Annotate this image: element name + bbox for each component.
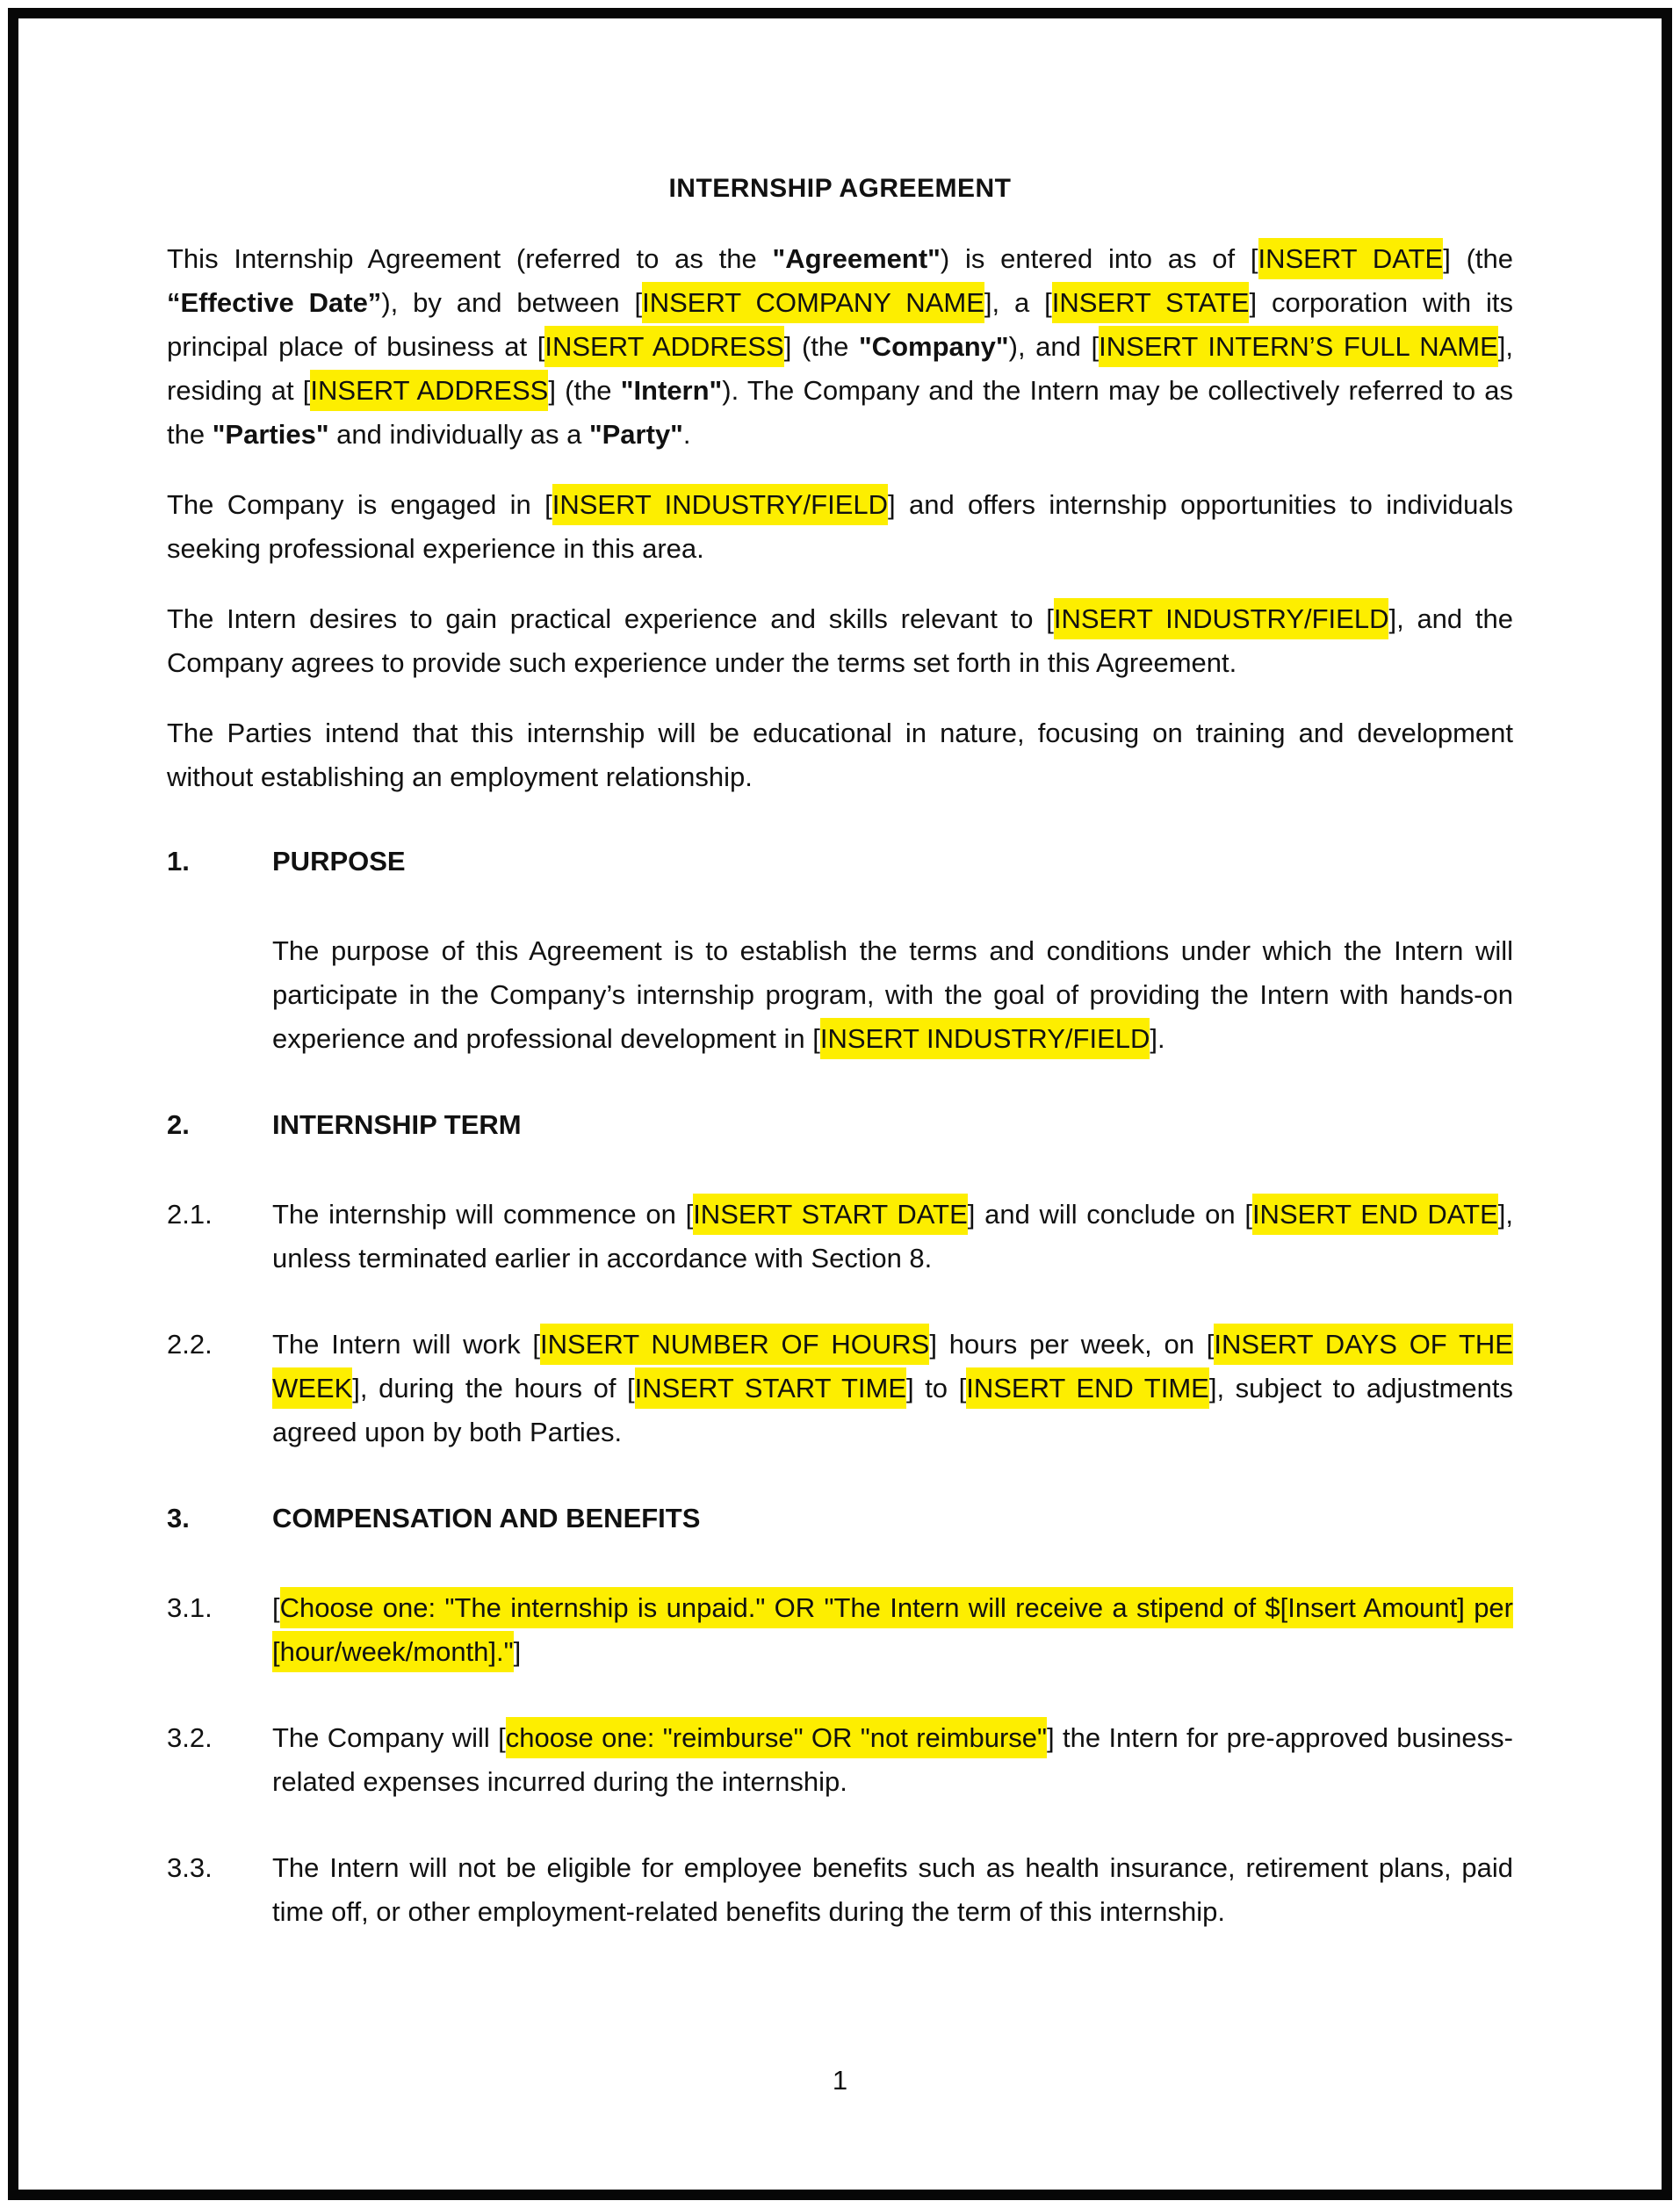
text-run: ], subject to adjustments agreed upon by both Parties. (272, 1373, 1514, 1447)
text-run: ], and the Company agrees to provide such experience under the terms set forth in this Agreement. (167, 603, 1513, 678)
text-run: “Effective Date” (167, 287, 382, 318)
item-paragraph (272, 929, 1513, 1061)
highlighted-placeholder: choose one: "reimburse" OR "not reimburse" (506, 1717, 1047, 1758)
text-run: . (682, 419, 691, 450)
text-run: "Intern" (620, 375, 723, 406)
highlighted-placeholder: INSERT INDUSTRY/FIELD (1054, 598, 1389, 639)
text-run: The purpose of this Agreement is to establish the terms and conditions under which the Intern will participate in the Company’s internship program, with the goal of providing the Intern with hands-on experience and professional development in [ (272, 935, 1513, 1054)
text-run: The Intern desires to gain practical experience and skills relevant to [ (167, 603, 1054, 634)
text-run: The Company will [ (272, 1722, 506, 1753)
section-heading-purpose (167, 840, 1513, 884)
text-run: "Party" (588, 419, 683, 450)
highlighted-placeholder: INSERT ADDRESS (310, 370, 548, 411)
text-run: ], during the hours of [ (352, 1373, 635, 1403)
text-run: The Intern will work [ (272, 1329, 541, 1360)
text-run: ]. (1150, 1023, 1165, 1054)
text-run: [ (272, 1592, 280, 1623)
text-run: ), and [ (1008, 331, 1100, 362)
section-item (167, 1323, 1513, 1454)
text-run: "Parties" (212, 419, 329, 450)
section-item (167, 1846, 1513, 1934)
text-run: ). The Company and the Intern may be collectively referred to as the (167, 375, 1513, 450)
intro-paragraph (167, 483, 1513, 571)
document-body (167, 167, 1513, 1976)
text-run: ], unless terminated earlier in accordance with Section 8. (272, 1199, 1513, 1274)
text-run: The Parties intend that this internship will be educational in nature, focusing on training and development without establishing an employment relationship. (167, 718, 1513, 792)
item-number: 3.3. (167, 1852, 213, 1883)
text-run: The internship will commence on [ (272, 1199, 694, 1230)
highlighted-placeholder: INSERT ADDRESS (544, 326, 783, 367)
section-item (167, 1193, 1513, 1281)
text-run: ], residing at [ (167, 331, 1513, 406)
highlighted-placeholder: INSERT DAYS OF THE WEEK (272, 1324, 1513, 1409)
text-run: ] hours per week, on [ (929, 1329, 1215, 1360)
section-number: 1. (167, 846, 190, 877)
highlighted-placeholder: INSERT END DATE (1252, 1194, 1498, 1235)
page-number: 1 (832, 2065, 848, 2096)
intro-paragraph (167, 711, 1513, 799)
text-run: ] the Intern for pre-approved business-related expenses incurred during the internship. (272, 1722, 1513, 1797)
section-item (167, 929, 1513, 1061)
highlighted-placeholder: INSERT END TIME (966, 1367, 1209, 1409)
section-heading-label: PURPOSE (272, 846, 406, 877)
text-run: ] corporation with its principal place of business at [ (167, 287, 1513, 362)
highlighted-placeholder: INSERT STATE (1052, 282, 1250, 323)
text-run: "Company" (858, 331, 1009, 362)
section-heading-label: INTERNSHIP TERM (272, 1109, 522, 1140)
item-paragraph (272, 1586, 1513, 1674)
section-item (167, 1716, 1513, 1804)
highlighted-placeholder: INSERT START TIME (635, 1367, 906, 1409)
text-run: The Intern will not be eligible for employee benefits such as health insurance, retirement plans, paid time off, or other employment-related benefits during the term of this internship. (272, 1852, 1513, 1927)
highlighted-placeholder: INSERT START DATE (693, 1194, 968, 1235)
section-item (167, 1586, 1513, 1674)
text-run: ] (513, 1636, 522, 1667)
highlighted-placeholder: INSERT INTERN’S FULL NAME (1099, 326, 1498, 367)
text-run: ), by and between [ (381, 287, 643, 318)
intro-paragraph (167, 237, 1513, 457)
item-number: 3.2. (167, 1722, 213, 1753)
text-run: ] (the (783, 331, 859, 362)
text-run: and individually as a (328, 419, 589, 450)
text-run: ] (the (1443, 243, 1513, 274)
page-title: INTERNSHIP AGREEMENT (668, 174, 1012, 203)
text-run: ], a [ (984, 287, 1052, 318)
highlighted-placeholder: INSERT INDUSTRY/FIELD (552, 484, 888, 525)
item-number (167, 929, 272, 1061)
item-paragraph (272, 1193, 1513, 1281)
item-number: 3.1. (167, 1592, 213, 1623)
highlighted-placeholder: INSERT DATE (1258, 238, 1444, 279)
section-number: 2. (167, 1109, 190, 1140)
item-number: 2.1. (167, 1199, 213, 1230)
text-run: The Company is engaged in [ (167, 489, 552, 520)
section-heading-compensation (167, 1497, 1513, 1541)
text-run: ) is entered into as of [ (940, 243, 1258, 274)
item-paragraph (272, 1846, 1513, 1934)
highlighted-placeholder: Choose one: "The internship is unpaid." OR "The Intern will receive a stipend of $[Insert Amount] per [hour/week/month]." (272, 1587, 1513, 1672)
highlighted-placeholder: INSERT INDUSTRY/FIELD (820, 1018, 1150, 1059)
text-run: ] and will conclude on [ (967, 1199, 1252, 1230)
section-heading-internship-term (167, 1103, 1513, 1147)
text-run: ] and offers internship opportunities to individuals seeking professional experience in this area. (167, 489, 1514, 564)
highlighted-placeholder: INSERT COMPANY NAME (642, 282, 984, 323)
text-run: ] to [ (906, 1373, 967, 1403)
item-number: 2.2. (167, 1329, 213, 1360)
text-run: ] (the (548, 375, 621, 406)
item-paragraph (272, 1716, 1513, 1804)
section-heading-label: COMPENSATION AND BENEFITS (272, 1503, 701, 1533)
highlighted-placeholder: INSERT NUMBER OF HOURS (540, 1324, 929, 1365)
intro-paragraph (167, 597, 1513, 685)
section-number: 3. (167, 1503, 190, 1533)
text-run: "Agreement" (772, 243, 941, 274)
item-paragraph (272, 1323, 1513, 1454)
text-run: This Internship Agreement (referred to as the (167, 243, 773, 274)
